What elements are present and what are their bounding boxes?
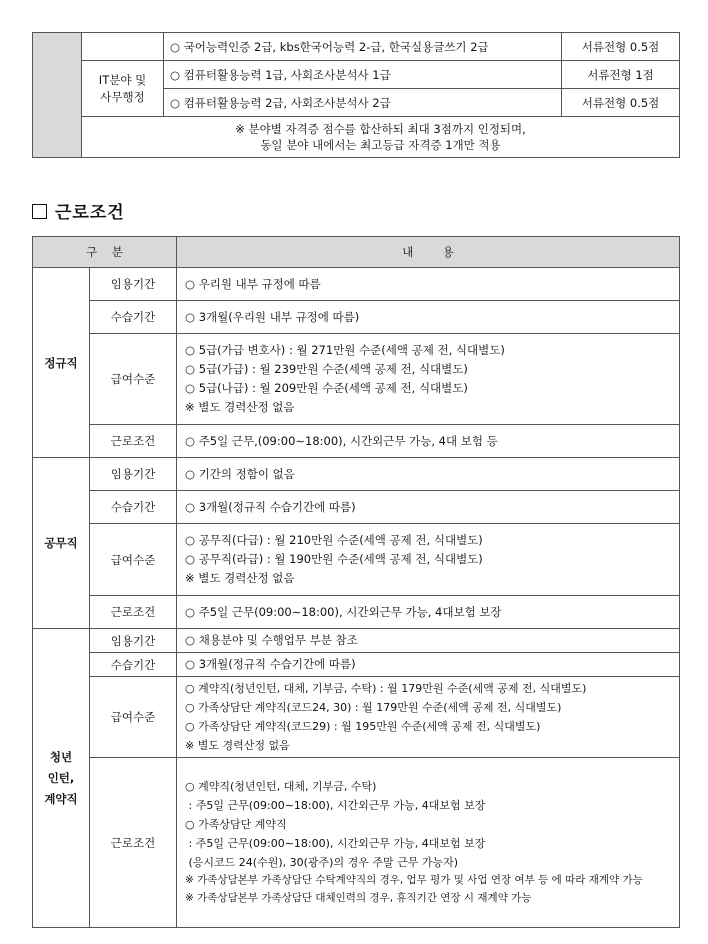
- group-label-intern-contract: 청년 인턴, 계약직: [33, 629, 90, 928]
- row-content: ○ 주5일 근무,(09:00∼18:00), 시간외근무 가능, 4대 보험 등: [177, 425, 680, 458]
- qualification-item: ○ 컴퓨터활용능력 2급, 사회조사분석사 2급: [164, 89, 562, 117]
- row-label: 수습기간: [90, 491, 177, 524]
- note-line: 동일 분야 내에서는 최고등급 자격증 1개만 적용: [260, 138, 501, 152]
- row-label: 근로조건: [90, 596, 177, 629]
- qualification-table: [32, 32, 680, 158]
- qualification-score: 서류전형 0.5점: [562, 89, 680, 117]
- row-content: ○ 주5일 근무(09:00∼18:00), 시간외근무 가능, 4대보험 보장: [177, 596, 680, 629]
- row-label: 근로조건: [90, 758, 177, 928]
- row-label: 임용기간: [90, 268, 177, 301]
- row-label: 근로조건: [90, 425, 177, 458]
- row-content: ○ 5급(가급 변호사) : 월 271만원 수준(세액 공제 전, 식대별도) ○ 5급(가급) : 월 239만원 수준(세액 공제 전, 식대별도) ○ 5급(나급) : 월 209만원 수준(세액 공제 전, 식대별도) ※ 별도 경력산정 없음: [177, 334, 680, 425]
- section-title-text: 근로조건: [55, 203, 125, 223]
- qualification-score: 서류전형 0.5점: [562, 33, 680, 61]
- row-label: 급여수준: [90, 334, 177, 425]
- table-header-row: [33, 237, 680, 268]
- row-content: ○ 공무직(다급) : 월 210만원 수준(세액 공제 전, 식대별도) ○ 공무직(라급) : 월 190만원 수준(세액 공제 전, 식대별도) ※ 별도 경력산정 없음: [177, 524, 680, 596]
- row-content: ○ 계약직(청년인턴, 대체, 기부금, 수탁) : 월 179만원 수준(세액 공제 전, 식대별도) ○ 가족상담단 계약직(코드24, 30) : 월 179만원 수준(세액 공제 전, 식대별도) ○ 가족상담단 계약직(코드29) : 월 195만원 수준(세액 공제 전, 식대별도) ※ 별도 경력산정 없음: [177, 677, 680, 758]
- qualification-score: 서류전형 1점: [562, 61, 680, 89]
- row-content: ○ 3개월(정규직 수습기간에 따름): [177, 491, 680, 524]
- qualification-item: ○ 컴퓨터활용능력 1급, 사회조사분석사 1급: [164, 61, 562, 89]
- row-label: 임용기간: [90, 629, 177, 653]
- row-label: 수습기간: [90, 653, 177, 677]
- row-label: 급여수준: [90, 524, 177, 596]
- row-content: ○ 채용분야 및 수행업무 부분 참조: [177, 629, 680, 653]
- checkbox-square-icon: [32, 204, 47, 219]
- qualification-item: ○ 국어능력인증 2급, kbs한국어능력 2-급, 한국실용글쓰기 2급: [164, 33, 562, 61]
- qualification-note: [82, 117, 680, 158]
- row-content: ○ 계약직(청년인턴, 대체, 기부금, 수탁) : 주5일 근무(09:00∼18:00), 시간외근무 가능, 4대보험 보장 ○ 가족상담단 계약직 : 주5일 근무(09:00∼18:00), 시간외근무 가능, 4대보험 보장 (응시코드 24(수원), 30(광주)의 경우 주말 근무 가능자) ※ 가족상담본부 가족상담단 수탁계약직의 경우, 업무 평가 및 사업 연장 여부 등 에 따라 재계약 가능 ※ 가족상담본부 가족상담단 대체인력의 경우, 휴직기간 연장 시 재계약 가능: [177, 758, 680, 928]
- work-conditions-table: [32, 236, 680, 928]
- row-label: 수습기간: [90, 301, 177, 334]
- header-category: 구 분: [33, 237, 177, 268]
- row-label: 임용기간: [90, 458, 177, 491]
- row-content: ○ 3개월(정규직 수습기간에 따름): [177, 653, 680, 677]
- it-field-label: IT분야 및 사무행정: [82, 61, 164, 117]
- row-content: ○ 3개월(우리원 내부 규정에 따름): [177, 301, 680, 334]
- group-label-regular: 정규직: [33, 268, 90, 458]
- note-line: ※ 분야별 자격증 점수를 합산하되 최대 3점까지 인정되며,: [235, 122, 526, 136]
- row-label: 급여수준: [90, 677, 177, 758]
- row-content: ○ 기간의 정함이 없음: [177, 458, 680, 491]
- row-content: ○ 우리원 내부 규정에 따름: [177, 268, 680, 301]
- qualification-blank-cell: [82, 33, 164, 61]
- qualification-category-cell: [33, 33, 82, 158]
- section-title: [32, 198, 125, 223]
- group-label-public: 공무직: [33, 458, 90, 629]
- header-content: 내 용: [177, 237, 680, 268]
